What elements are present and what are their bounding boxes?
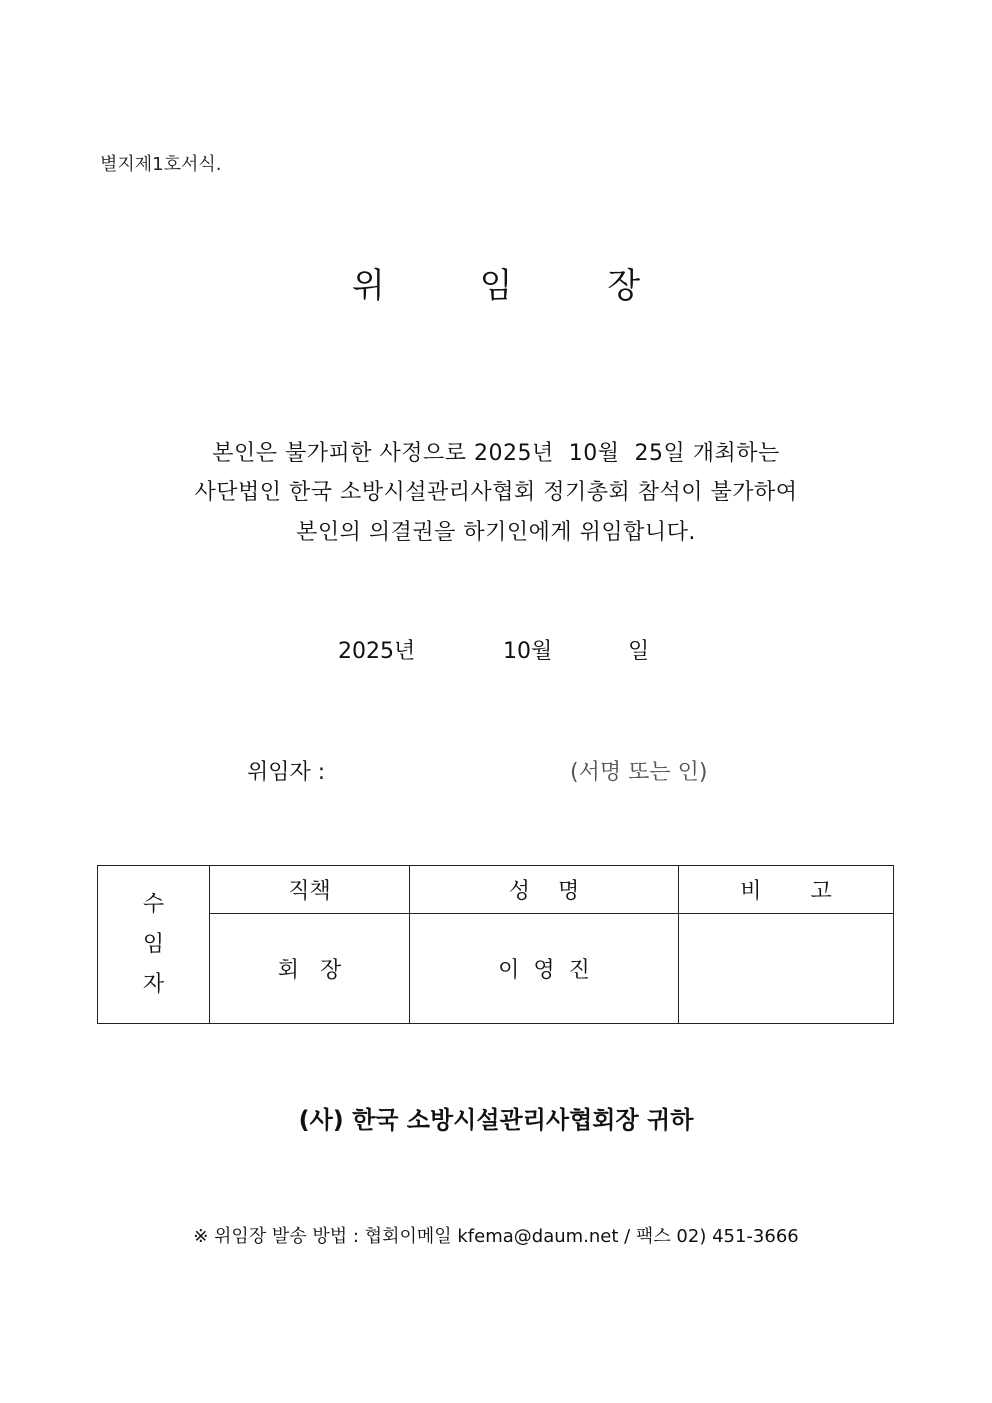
cell-position: 회 장	[210, 914, 410, 1024]
body-line-3: 본인의 의결권을 하기인에게 위임합니다.	[296, 520, 696, 545]
document-title	[0, 258, 992, 307]
body-line-2: 사단법인 한국 소방시설관리사협회 정기총회 참석이 불가하여	[194, 480, 798, 505]
signature-hint: (서명 또는 인)	[570, 760, 708, 785]
recipient-line: (사) 한국 소방시설관리사협회장 귀하	[298, 1106, 694, 1134]
delegate-table	[97, 865, 894, 1024]
side-label-char-1: 수	[142, 891, 165, 917]
side-label-char-2: 임	[142, 931, 165, 957]
submission-footnote: ※ 위임장 발송 방법 : 협회이메일 kfema@daum.net / 팩스 02) 451-3666	[193, 1226, 799, 1247]
header-position: 직책	[210, 866, 410, 914]
title-char-1: 위	[351, 266, 385, 306]
header-note: 비 고	[679, 866, 894, 914]
cell-name: 이 영 진	[410, 914, 679, 1024]
header-name: 성 명	[410, 866, 679, 914]
date-month: 10월	[503, 639, 553, 664]
body-line-1: 본인은 불가피한 사정으로 2025년 10월 25일 개최하는	[212, 441, 780, 466]
side-label-cell	[98, 866, 210, 1024]
delegator-label: 위임자 :	[247, 760, 326, 785]
title-char-3: 장	[607, 266, 641, 306]
date-day: 일	[628, 639, 650, 664]
side-label-char-3: 자	[142, 971, 165, 997]
date-year: 2025년	[338, 639, 416, 664]
form-number: 별지제1호서식.	[100, 154, 222, 175]
title-char-2: 임	[479, 266, 513, 306]
cell-note	[679, 914, 894, 1024]
